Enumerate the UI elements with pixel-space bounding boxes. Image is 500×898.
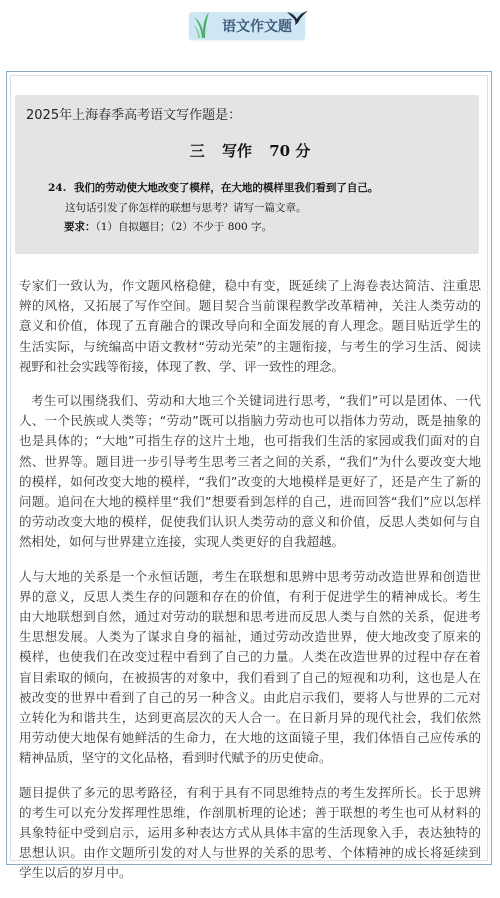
- exam-question: [48, 178, 468, 218]
- question-number: 24.: [48, 182, 67, 194]
- article-body: [19, 276, 481, 898]
- swallow-bird-icon: [285, 8, 309, 26]
- section-points: 70 分: [269, 142, 311, 160]
- question-line-2: 这句话引发了你怎样的联想与思考？请写一篇文章。: [65, 202, 307, 214]
- paragraph: 考生可以围绕我们、劳动和大地三个关键词进行思考，“我们”可以是团体、一代人、一个民族或人类等；“劳动”既可以指脑力劳动也可以指体力劳动，既是抽象的也是具体的；“大地”可指生存的这片土地，也可指我们生活的家园或我们面对的自然、世界等。题目进一步引导考生思考三者之间的关系，“我们”为什么要改变大地的模样，如何改变大地的模样，“我们”改变的大地模样是更好了，还是产生了新的问题。追问在大地的模样里“我们”想要看到怎样的自己，进而回答“我们”应以怎样的劳动改变大地的模样，促使我们认识人类劳动的意义和价值，反思人类如何与自然相处，如何与世界建立连接，实现人类更好的自我超越。: [19, 393, 481, 550]
- question-line-1: 我们的劳动使大地改变了模样，在大地的模样里我们看到了自己。: [73, 182, 379, 194]
- paragraph: 人与大地的关系是一个永恒话题，考生在联想和思辨中思考劳动改造世界和创造世界的意义，反思人类生存的问题和存在的价值，有利于促进学生的精神成长。考生由大地联想到自然，通过对劳动的联想和思考进而反思人类与自然的关系，促进考生思想发展。人类为了谋求自身的福祉，通过劳动改造世界，使大地改变了原来的模样，也使我们在改变过程中看到了自己的力量。人类在改造世界的过程中存在着盲目索取的倾向，在被损害的对象中，我们看到了自己的短视和功利，这也是人在被改变的世界中看到了自己的另一种含义。由此启示我们，要将人与世界的二元对立转化为和谐共生，达到更高层次的天人合一。在日新月异的现代社会，我们依然用劳动使大地保有她鲜活的生命力，在大地的这面镜子里，我们体悟自己应传承的精神品质，坚守的文化品格，看到时代赋予的历史使命。: [19, 568, 481, 766]
- grass-icon: [192, 8, 212, 38]
- paragraph: 题目提供了多元的思考路径，有利于具有不同思维特点的考生发挥所长。长于思辨的考生可以充分发挥理性思维，作剖肌析理的论述；善于联想的考生也可从材料的具象特征中受到启示，运用多种表达方式从具体丰富的生活现象入手，表达独特的思想认识。由作文题所引发的对人与世界的关系的思考、个体精神的成长将延续到学生以后的岁月中。: [19, 784, 481, 881]
- header: [0, 0, 500, 44]
- requirements-text: （1）自拟题目；（2）不少于 800 字。: [95, 221, 273, 233]
- paragraph: 专家们一致认为，作文题风格稳健，稳中有变，既延续了上海卷表达简洁、注重思辨的风格，又拓展了写作空间。题目契合当前课程教学改革精神，关注人类劳动的意义和价值，体现了五育融合的课改导向和全面发展的育人理念。题目贴近学生的生活实际，与统编高中语文教材“劳动光荣”的主题衔接，与考生的学习生活、阅读视野和社会实践等衔接，体现了教、学、评一致性的理念。: [19, 278, 481, 374]
- section-title: 写作: [221, 142, 252, 160]
- requirements-label: 要求：: [64, 221, 96, 233]
- exam-intro: 2025年上海春季高考语文写作题是：: [26, 108, 242, 123]
- exam-section-heading: [0, 140, 500, 161]
- section-number: 三: [189, 142, 205, 160]
- badge-label: 语文作文题: [222, 19, 292, 35]
- exam-requirements: [64, 219, 272, 234]
